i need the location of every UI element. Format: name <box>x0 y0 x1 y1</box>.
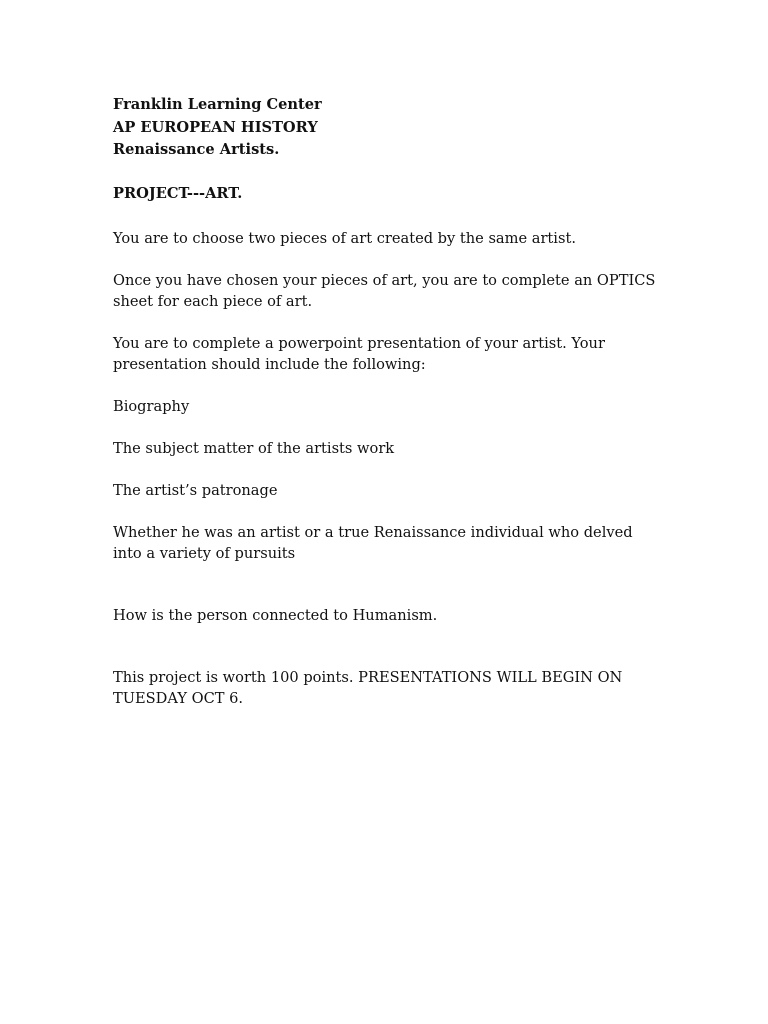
requirement-patronage: The artist’s patronage <box>113 481 278 499</box>
requirement-humanism: How is the person connected to Humanism. <box>113 606 438 624</box>
document-page <box>113 94 658 709</box>
instruction-choose-art: You are to choose two pieces of art created by the same artist. <box>113 229 576 247</box>
instruction-optics-sheet: Once you have chosen your pieces of art, you are to complete an OPTICS sheet for each piece of art. <box>113 271 656 310</box>
instruction-powerpoint: You are to complete a powerpoint presentation of your artist. Your presentation should include the following: <box>113 334 605 373</box>
requirement-renaissance-individual: Whether he was an artist or a true Renaissance individual who delved into a variety of pursuits <box>113 523 633 562</box>
requirement-subject-matter: The subject matter of the artists work <box>113 439 395 457</box>
project-points-note: This project is worth 100 points. PRESENTATIONS WILL BEGIN ON TUESDAY OCT 6. <box>113 668 623 707</box>
unit-title: Renaissance Artists. <box>113 141 280 158</box>
requirement-biography: Biography <box>113 397 190 415</box>
school-name: Franklin Learning Center <box>113 96 322 113</box>
course-name: AP EUROPEAN HISTORY <box>113 118 318 136</box>
project-title: PROJECT---ART. <box>113 184 243 202</box>
